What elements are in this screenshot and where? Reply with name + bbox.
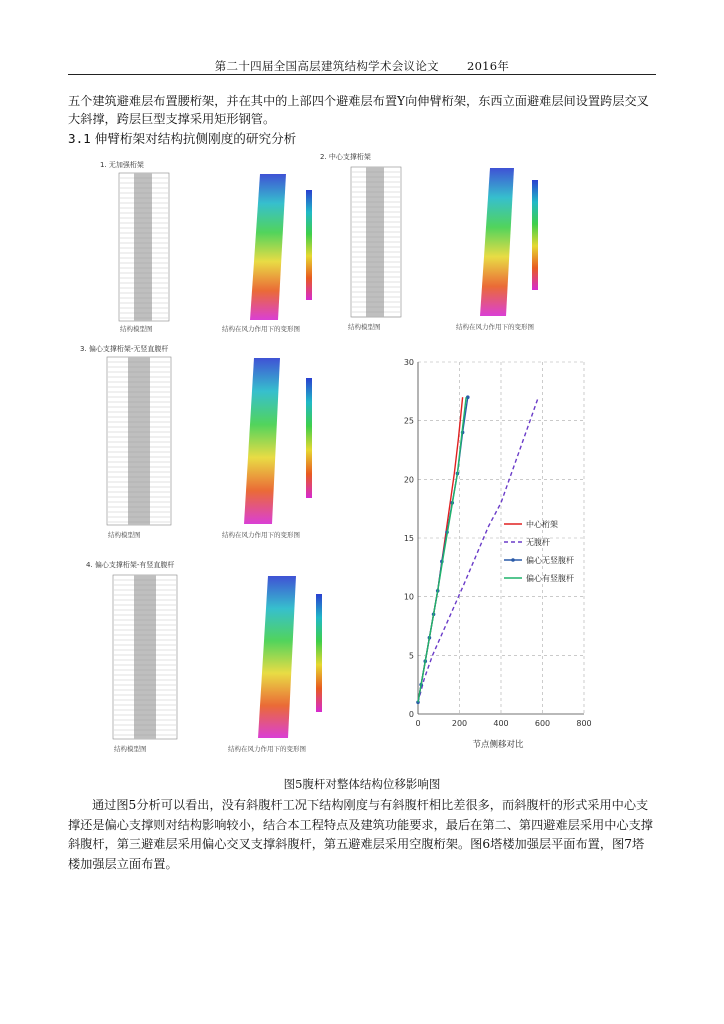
- section-title: 伸臂桁架对结构抗侧刚度的研究分析: [94, 131, 297, 146]
- series-line-0: [418, 397, 463, 702]
- y-tick-label: 10: [403, 592, 414, 602]
- paragraph-2: 通过图5分析可以看出，没有斜腹杆工况下结构刚度与有斜腹杆相比差很多，而斜腹杆的形式采用中心支撑还是偏心支撑则对结构影响较小，结合本工程特点及建筑功能要求，最后在第二、第四避难层采用中心支撑斜腹杆，第三避难层采用偏心交叉支撑斜腹杆，第五避难层采用空腹桁架。图6塔楼加强层平面布置，图7塔楼加强层立面布置。: [68, 798, 653, 871]
- legend-label: 偏心无竖腹杆: [526, 556, 574, 565]
- conference-title: 第二十四届全国高层建筑结构学术会议论文: [214, 59, 439, 73]
- figure-caption: 图5腹杆对整体结构位移影响图: [283, 777, 441, 791]
- subfigure-3-model-caption: 结构模型图: [108, 531, 141, 539]
- subfigure-3-deformation: [232, 356, 320, 526]
- x-tick-label: 200: [451, 719, 468, 728]
- subfigure-3-result-caption: 结构在风力作用下的变形图: [222, 531, 300, 539]
- y-tick-label: 15: [403, 534, 414, 543]
- subfigure-1-label: 1. 无加强桁架: [100, 161, 144, 169]
- subfigure-4-deformation: [246, 574, 334, 740]
- displacement-chart: [394, 354, 590, 754]
- header-year: 2016年: [466, 59, 510, 73]
- legend-label: 偏心有竖腹杆: [526, 574, 574, 583]
- series-line-3: [418, 397, 466, 702]
- y-tick-label: 25: [403, 416, 414, 426]
- subfigure-1-deformation: [238, 172, 318, 322]
- subfigure-4-result-caption: 结构在风力作用下的变形图: [228, 745, 306, 753]
- x-tick-label: 400: [493, 719, 509, 728]
- chart-legend: [504, 519, 574, 583]
- chart-grid: [418, 362, 584, 714]
- subfigure-1-model-caption: 结构模型图: [120, 325, 153, 333]
- subfigure-4-model: [112, 574, 178, 740]
- x-tick-label: 800: [576, 719, 592, 728]
- chart-series: [416, 395, 538, 704]
- subfigure-2-model: [350, 166, 402, 318]
- subfigure-1-result-caption: 结构在风力作用下的变形图: [222, 325, 300, 333]
- x-tick-label: 0: [415, 719, 421, 728]
- subfigure-2-result-caption: 结构在风力作用下的变形图: [456, 323, 534, 331]
- y-tick-label: 30: [403, 358, 414, 367]
- section-heading: [68, 128, 296, 147]
- chart-ticks: [404, 358, 592, 728]
- legend-marker: [511, 558, 515, 562]
- page-header: [68, 58, 656, 74]
- y-tick-label: 5: [408, 651, 414, 661]
- section-number: 3.1: [68, 131, 91, 146]
- subfigure-4-label: 4. 偏心支撑桁架-有竖直腹杆: [86, 561, 175, 569]
- paragraph-1: 五个建筑避难层布置腰桁架，并在其中的上部四个避难层布置Y向伸臂桁架，东西立面避难层间设置跨层交叉大斜撑，跨层巨型支撑采用矩形钢管。: [68, 94, 649, 126]
- subfigure-1-model: [118, 172, 170, 322]
- x-tick-label: 600: [534, 719, 551, 728]
- header-rule: [68, 74, 656, 75]
- series-line-1: [418, 397, 538, 702]
- legend-label: 中心桁架: [526, 520, 558, 529]
- legend-label: 无腹杆: [526, 538, 550, 547]
- subfigure-2-model-caption: 结构模型图: [348, 323, 381, 331]
- subfigure-4-model-caption: 结构模型图: [114, 745, 147, 753]
- subfigure-3-model: [106, 356, 172, 526]
- y-tick-label: 0: [408, 710, 414, 719]
- subfigure-3-label: 3. 偏心支撑桁架-无竖直腹杆: [80, 345, 169, 353]
- chart-x-label: 节点侧移对比: [472, 740, 524, 750]
- subfigure-2-label: 2. 中心支撑桁架: [320, 153, 371, 161]
- y-tick-label: 20: [403, 475, 414, 485]
- subfigure-2-deformation: [468, 166, 548, 318]
